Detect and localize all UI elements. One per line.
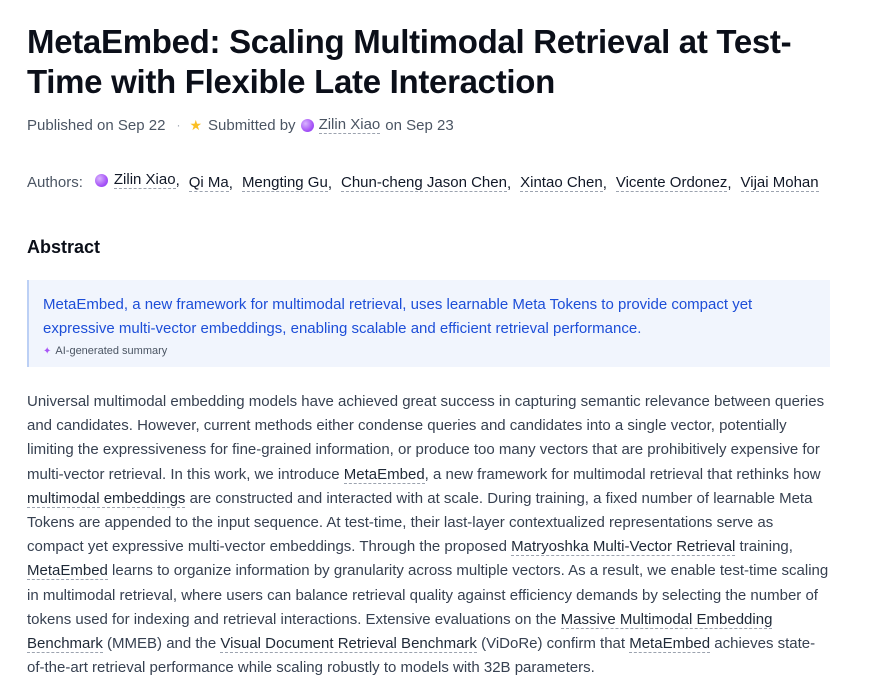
author-separator: ,	[506, 175, 512, 192]
author-separator: ,	[228, 175, 233, 192]
author-link[interactable]: Chun-cheng Jason Chen	[341, 174, 507, 191]
abstract-term-link[interactable]: MetaEmbed	[343, 465, 425, 483]
abstract-text: Universal multimodal embedding models have achieved great success in capturing semantic relevance between queries and candidates. However, current methods either condense queries and candidates into a single vector, potentially limiting the expressiveness for fine-grained information, or produce too many vectors that are prohibitively expensive for multi-vector retrieval. In this work, we introduce	[27, 393, 825, 483]
author-item[interactable]	[520, 175, 616, 192]
author-link[interactable]: Xintao Chen	[520, 174, 603, 191]
author-link[interactable]: Mengting Gu	[241, 174, 328, 191]
author-separator: ,	[602, 175, 607, 192]
author-separator: ,	[327, 175, 332, 192]
ai-summary-label	[43, 345, 814, 357]
author-list	[91, 172, 819, 192]
paper-meta	[27, 115, 851, 135]
abstract-term-link[interactable]: Visual Document Retrieval Benchmark	[220, 635, 477, 653]
author-item[interactable]	[91, 172, 189, 189]
submitted-by-label: Submitted by	[208, 116, 296, 134]
author-separator: ,	[727, 175, 732, 192]
paper-title: MetaEmbed: Scaling Multimodal Retrieval at Test-Time with Flexible Late Interaction	[27, 23, 792, 100]
author-item[interactable]	[741, 175, 819, 192]
abstract-term-link[interactable]: MetaEmbed	[629, 635, 711, 653]
abstract-text: learns to organize information by granularity across multiple vectors. As a result, we enable test-time scaling in multimodal retrieval, where users can balance retrieval quality against efficiency demands by selecting the number of tokens used for indexing and retrieval interactions. Extensive evaluations on the	[27, 562, 829, 628]
abstract-text: , a new framework for multimodal retrieval that rethinks how	[424, 465, 821, 483]
abstract-term-link[interactable]: Massive Multimodal Embedding Benchmark	[27, 610, 773, 653]
star-icon: ★	[189, 117, 203, 133]
author-link[interactable]: Vicente Ordonez	[615, 174, 728, 191]
author-item[interactable]	[616, 175, 741, 192]
abstract-text: (MMEB) and the	[102, 635, 221, 653]
author-link[interactable]: Vijai Mohan	[740, 174, 819, 191]
abstract-heading: Abstract	[27, 237, 101, 257]
ai-summary-text: MetaEmbed, a new framework for multimodal retrieval, uses learnable Meta Tokens to provide compact yet expressive multi-vector embeddings, enabling scalable and efficient retrieval performance.	[43, 296, 753, 337]
meta-separator: ·	[176, 118, 181, 132]
author-item[interactable]	[189, 175, 242, 192]
ai-summary-label-text: AI-generated summary	[55, 345, 168, 357]
ai-summary-box	[27, 280, 830, 367]
submitter-link[interactable]: Zilin Xiao	[318, 115, 381, 133]
submitter-avatar[interactable]	[301, 119, 314, 132]
sparkle-icon: ✦	[43, 345, 52, 357]
author-separator: ,	[175, 172, 180, 189]
author-link[interactable]: Qi Ma	[188, 174, 229, 191]
authors-row	[27, 172, 851, 192]
abstract-term-link[interactable]: Matryoshka Multi-Vector Retrieval	[511, 538, 736, 556]
author-link[interactable]: Zilin Xiao	[113, 171, 176, 188]
abstract-text: (ViDoRe) confirm that	[476, 635, 630, 653]
author-item[interactable]	[242, 175, 341, 192]
author-avatar	[95, 174, 108, 187]
abstract-body	[27, 390, 832, 680]
abstract-text: achieves state-of-the-art retrieval performance while scaling robustly to models with 32B parameters.	[27, 635, 816, 677]
abstract-text: training,	[735, 538, 793, 556]
published-date: Published on Sep 22	[27, 116, 166, 134]
abstract-term-link[interactable]: MetaEmbed	[27, 562, 108, 580]
abstract-text: are constructed and interacted with at scale. During training, a fixed number of learnable Meta Tokens are appended to the input sequence. At test-time, their last-layer contextualized representations serve as compact yet expressive multi-vector embeddings. Through the proposed	[27, 489, 813, 556]
abstract-term-link[interactable]: multimodal embeddings	[27, 489, 186, 507]
submitted-date: on Sep 23	[385, 116, 454, 134]
author-item[interactable]	[341, 175, 520, 192]
authors-label: Authors:	[27, 173, 83, 191]
